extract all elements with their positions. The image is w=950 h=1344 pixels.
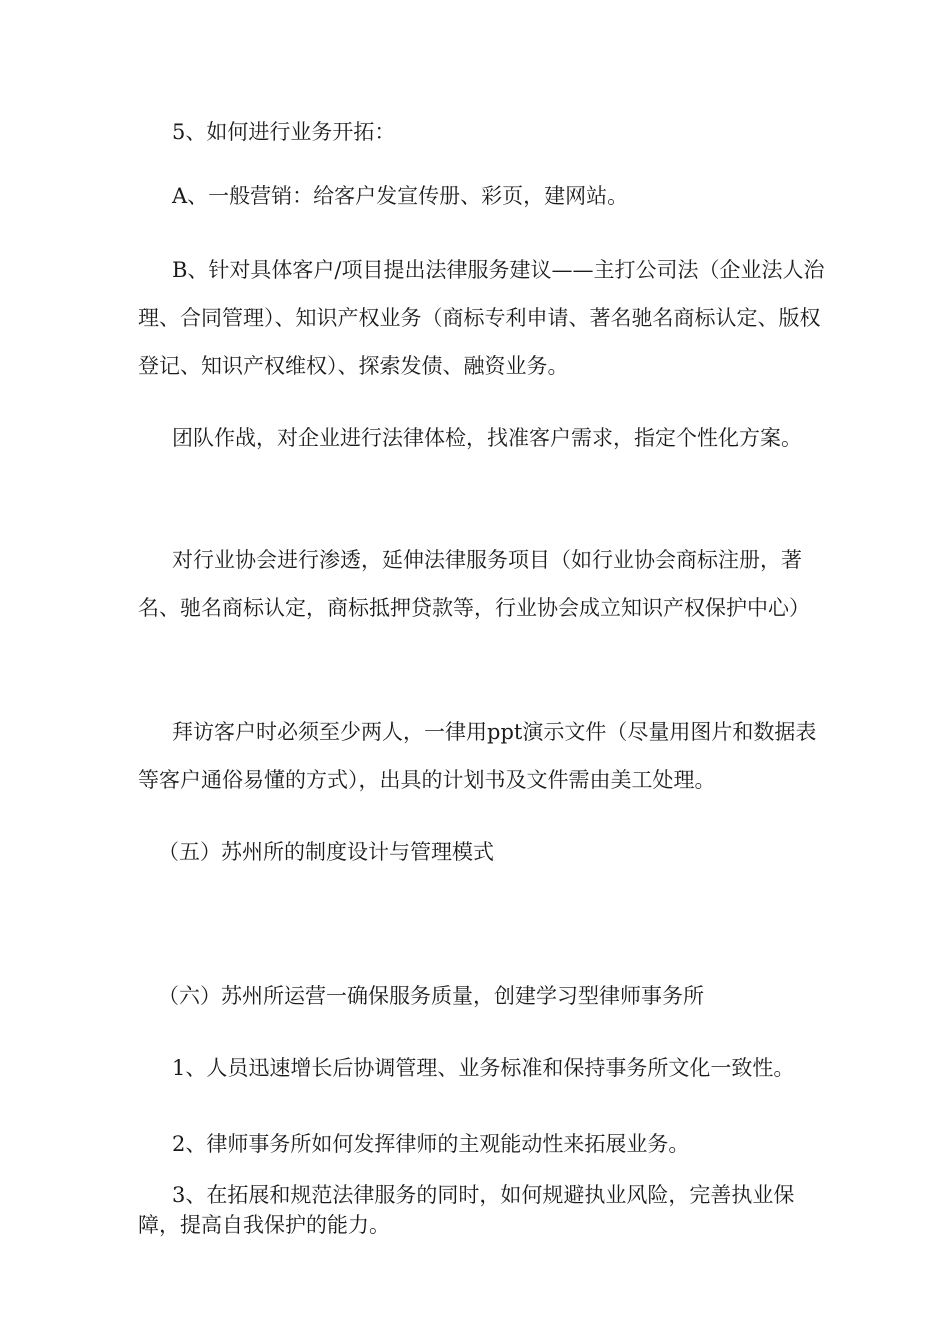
paragraph-general-marketing: A、一般营销：给客户发宣传册、彩页，建网站。 [172, 184, 629, 208]
paragraph-business-development-heading: 5、如何进行业务开拓： [172, 120, 396, 144]
paragraph-client-visit: 拜访客户时必须至少两人，一律用ppt演示文件（尽量用图片和数据表等客户通俗易懂的方式），出具的计划书及文件需由美工处理。 [138, 720, 817, 792]
paragraph-targeted-legal-advice: B、针对具体客户/项目提出法律服务建议——主打公司法（企业法人治理、合同管理）、知识产权业务（商标专利申请、著名驰名商标认定、版权登记、知识产权维权）、探索发债、融资业务。 [138, 258, 825, 378]
paragraph-industry-association: 对行业协会进行渗透，延伸法律服务项目（如行业协会商标注册，著名、驰名商标认定，商标抵押贷款等，行业协会成立知识产权保护中心） [138, 548, 810, 620]
list-item-1: 1、人员迅速增长后协调管理、业务标准和保持事务所文化一致性。 [172, 1056, 795, 1080]
list-item-2: 2、律师事务所如何发挥律师的主观能动性来拓展业务。 [172, 1132, 690, 1156]
section-heading-six: （六）苏州所运营一确保服务质量，创建学习型律师事务所 [158, 984, 704, 1008]
paragraph-team-operation: 团队作战，对企业进行法律体检，找准客户需求，指定个性化方案。 [172, 426, 802, 450]
section-heading-five: （五）苏州所的制度设计与管理模式 [158, 840, 494, 864]
list-item-3: 3、在拓展和规范法律服务的同时，如何规避执业风险，完善执业保障，提高自我保护的能力。 [138, 1183, 795, 1237]
